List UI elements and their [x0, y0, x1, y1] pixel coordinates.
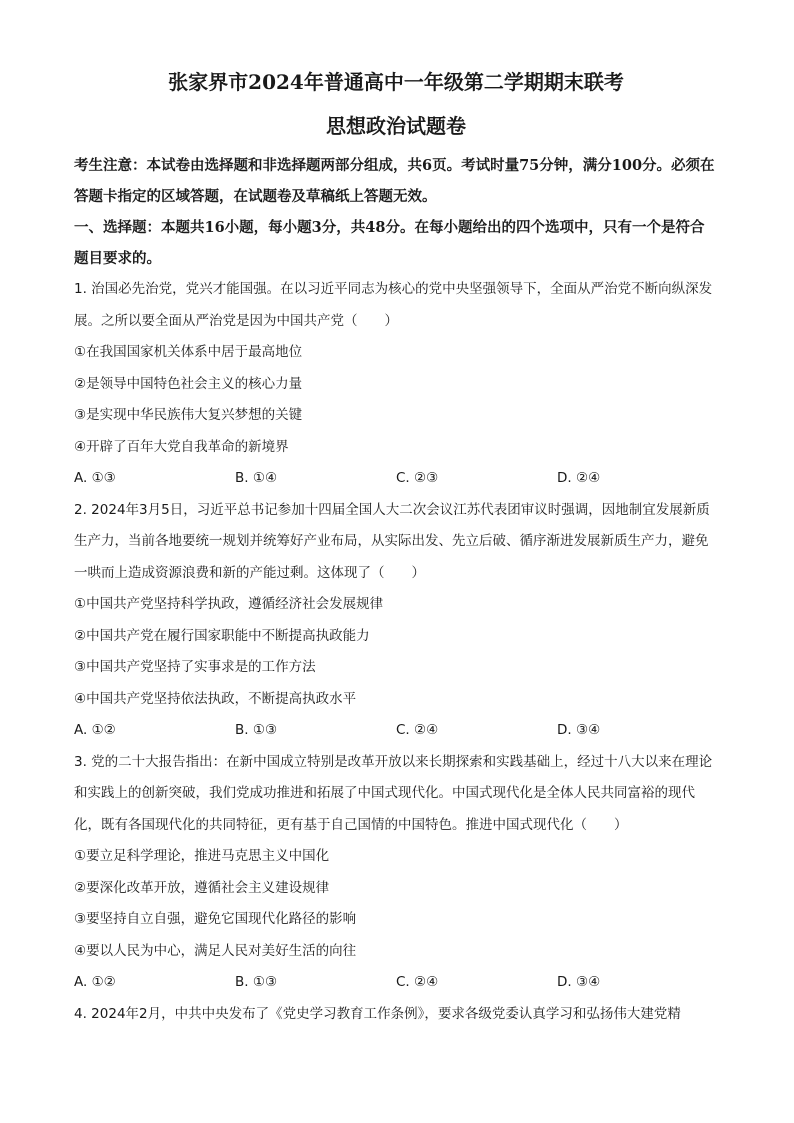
question-1 — [74, 274, 718, 495]
exam-notice: 考生注意：本试卷由选择题和非选择题两部分组成，共6页。考试时量75分钟，满分100分。必须在答题卡指定的区域答题，在试题卷及草稿纸上答题无效。 — [74, 157, 715, 205]
statement-option: ④要以人民为中心，满足人民对美好生活的向往 — [74, 942, 357, 959]
statement-option: ②中国共产党在履行国家职能中不断提高执政能力 — [74, 627, 370, 644]
choice-c: C. ②④ — [396, 722, 439, 738]
exam-title: 张家界市2024年普通高中一年级第二学期期末联考 — [168, 70, 624, 94]
answer-choices — [74, 715, 718, 747]
choice-c: C. ②③ — [396, 470, 439, 486]
statement-option: ②要深化改革开放，遵循社会主义建设规律 — [74, 879, 330, 896]
choice-d: D. ③④ — [557, 722, 601, 738]
question-text: 3. 党的二十大报告指出：在新中国成立特别是改革开放以来长期探索和实践基础上，经过十八大以来在理论和实践上的创新突破，我们党成功推进和拓展了中国式现代化。中国式现代化是全体人民共同富裕的现代化，既有各国现代化的共同特征，更有基于自己国情的中国特色。推进中国式现代化（ ） — [74, 753, 713, 833]
choice-d: D. ②④ — [557, 470, 601, 486]
statement-option: ①在我国国家机关体系中居于最高地位 — [74, 344, 303, 360]
question-text: 1. 治国必先治党，党兴才能国强。在以习近平同志为核心的党中央坚强领导下，全面从严治党不断向纵深发展。之所以要全面从严治党是因为中国共产党（ ） — [74, 281, 713, 329]
statement-option: ①要立足科学理论，推进马克思主义中国化 — [74, 848, 330, 864]
choice-b: B. ①③ — [235, 722, 278, 738]
choice-b: B. ①③ — [235, 974, 278, 990]
section-heading: 一、选择题：本题共16小题，每小题3分，共48分。在每小题给出的四个选项中，只有一个是符合题目要求的。 — [74, 219, 705, 267]
exam-subject-title: 思想政治试题卷 — [326, 114, 466, 138]
choice-a: A. ①③ — [74, 470, 116, 486]
choice-b: B. ①④ — [235, 470, 278, 486]
statement-option: ③要坚持自立自强，避免它国现代化路径的影响 — [74, 911, 357, 927]
question-2 — [74, 495, 718, 747]
choice-a: A. ①② — [74, 722, 116, 738]
choice-a: A. ①② — [74, 974, 116, 990]
question-3 — [74, 747, 718, 999]
choice-c: C. ②④ — [396, 974, 439, 990]
statement-option: ④中国共产党坚持依法执政，不断提高执政水平 — [74, 690, 357, 707]
choice-d: D. ③④ — [557, 974, 601, 990]
statement-option: ①中国共产党坚持科学执政，遵循经济社会发展规律 — [74, 596, 384, 612]
statement-option: ③中国共产党坚持了实事求是的工作方法 — [74, 659, 316, 675]
question-text: 4. 2024年2月，中共中央发布了《党史学习教育工作条例》，要求各级党委认真学习和弘扬伟大建党精 — [74, 1005, 681, 1022]
answer-choices — [74, 463, 718, 495]
question-text: 2. 2024年3月5日，习近平总书记参加十四届全国人大二次会议江苏代表团审议时强调，因地制宜发展新质生产力，当前各地要统一规划并统筹好产业布局，从实际出发、先立后破、循序渐进发展新质生产力，避免一哄而上造成资源浪费和新的产能过剩。这体现了（ ） — [74, 501, 710, 581]
statement-option: ②是领导中国特色社会主义的核心力量 — [74, 375, 303, 392]
statement-option: ③是实现中华民族伟大复兴梦想的关键 — [74, 407, 303, 423]
question-4 — [74, 999, 718, 1031]
statement-option: ④开辟了百年大党自我革命的新境界 — [74, 438, 289, 455]
answer-choices — [74, 967, 718, 999]
